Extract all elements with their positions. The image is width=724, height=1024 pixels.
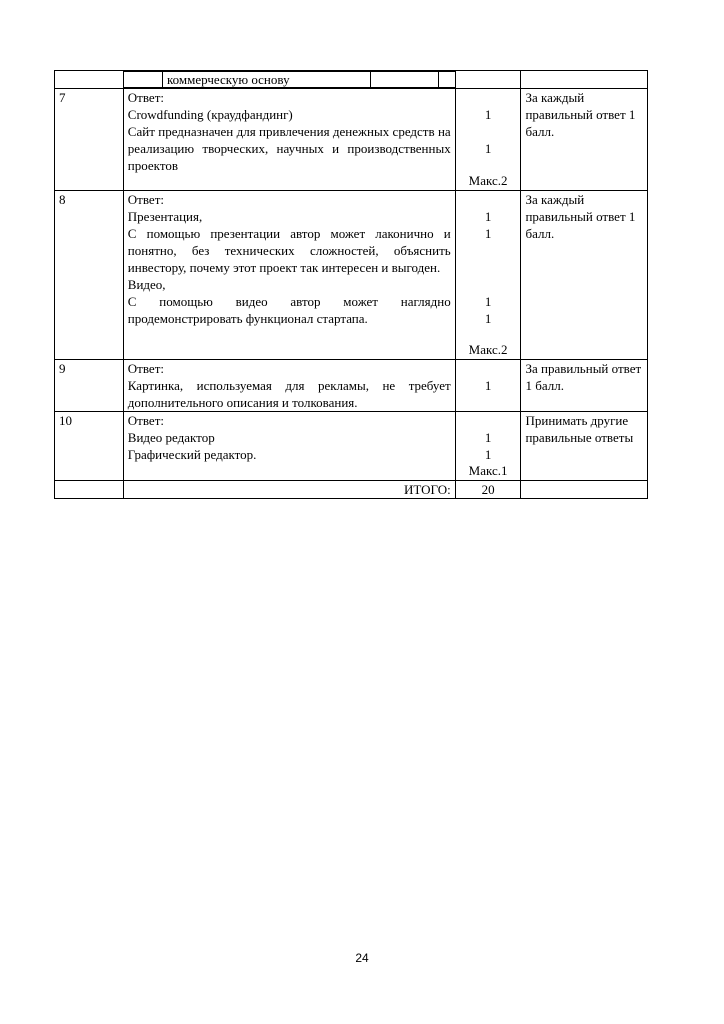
answer-key-table: [54, 70, 648, 499]
answer-line: Картинка, используемая для рекламы, не требует дополнительного описания и толкования.: [127, 378, 451, 410]
answer-line: Сайт предназначен для привлечения денежных средств на реализацию творческих, научных и производственных проектов: [127, 124, 451, 173]
points-cell: [455, 412, 521, 481]
nested-cell-empty: [124, 72, 163, 88]
cell-note-empty: [521, 71, 648, 89]
points-cell: [455, 89, 521, 191]
nested-table-row: [124, 72, 455, 88]
points-max: Макс.2: [468, 173, 508, 188]
points-value: [460, 123, 517, 140]
answer-cell: [123, 191, 455, 360]
cell-num-empty: [55, 481, 124, 499]
nested-cell-empty: [371, 72, 438, 88]
total-value: 20: [455, 481, 521, 499]
points-value: [460, 259, 517, 276]
table-row: [55, 89, 648, 191]
points-value: 1: [484, 447, 492, 462]
table-row-total: [55, 481, 648, 499]
points-value: 1: [484, 107, 492, 122]
points-cell: [455, 191, 521, 360]
cell-note-empty: [521, 481, 648, 499]
question-number: 9: [55, 360, 124, 412]
points-value: 1: [484, 311, 492, 326]
question-number: 8: [55, 191, 124, 360]
question-number: 7: [55, 89, 124, 191]
note-cell: За каждый правильный ответ 1 балл.: [521, 89, 648, 191]
answer-line: Crowdfunding (краудфандинг): [127, 107, 293, 122]
points-value: [460, 276, 517, 293]
answer-label: Ответ:: [127, 192, 164, 207]
table-row-continuation: [55, 71, 648, 89]
answer-line: Графический редактор.: [127, 447, 257, 462]
question-number: 10: [55, 412, 124, 481]
cell-nested-table: [123, 71, 455, 89]
points-value: 1: [484, 430, 492, 445]
note-cell: Принимать другие правильные ответы: [521, 412, 648, 481]
answer-cell: [123, 412, 455, 481]
note-cell: За правильный ответ 1 балл.: [521, 360, 648, 412]
points-value: 1: [484, 226, 492, 241]
points-max: Макс.2: [468, 342, 508, 357]
points-value: 1: [484, 141, 492, 156]
points-cell: [455, 360, 521, 412]
total-label: ИТОГО:: [123, 481, 455, 499]
table-row: [55, 191, 648, 360]
answer-line: Видео,: [127, 277, 166, 292]
nested-cell-text: коммерческую основу: [163, 72, 371, 88]
table-row: [55, 412, 648, 481]
note-cell: За каждый правильный ответ 1 балл.: [521, 191, 648, 360]
answer-label: Ответ:: [127, 413, 164, 428]
table-row: [55, 360, 648, 412]
answer-label: Ответ:: [127, 361, 164, 376]
points-value: [460, 242, 517, 259]
cell-num-empty: [55, 71, 124, 89]
page-number: 24: [355, 951, 369, 965]
answer-line: С помощью видео автор может наглядно продемонстрировать функционал стартапа.: [127, 294, 451, 326]
answer-label: Ответ:: [127, 90, 164, 105]
answer-cell: [123, 360, 455, 412]
answer-line: С помощью презентации автор может лаконично и понятно, без технических сложностей, объяснить инвестору, почему этот проект так интересен и выгоден.: [127, 226, 451, 275]
points-value: 1: [484, 294, 492, 309]
answer-line: Видео редактор: [127, 430, 215, 445]
nested-table: [124, 71, 455, 88]
cell-points-empty: [455, 71, 521, 89]
points-value: 1: [484, 378, 492, 393]
answer-line: Презентация,: [127, 209, 203, 224]
answer-cell: [123, 89, 455, 191]
points-max: Макс.1: [468, 463, 508, 478]
points-value: 1: [484, 209, 492, 224]
nested-cell-empty: [438, 72, 455, 88]
